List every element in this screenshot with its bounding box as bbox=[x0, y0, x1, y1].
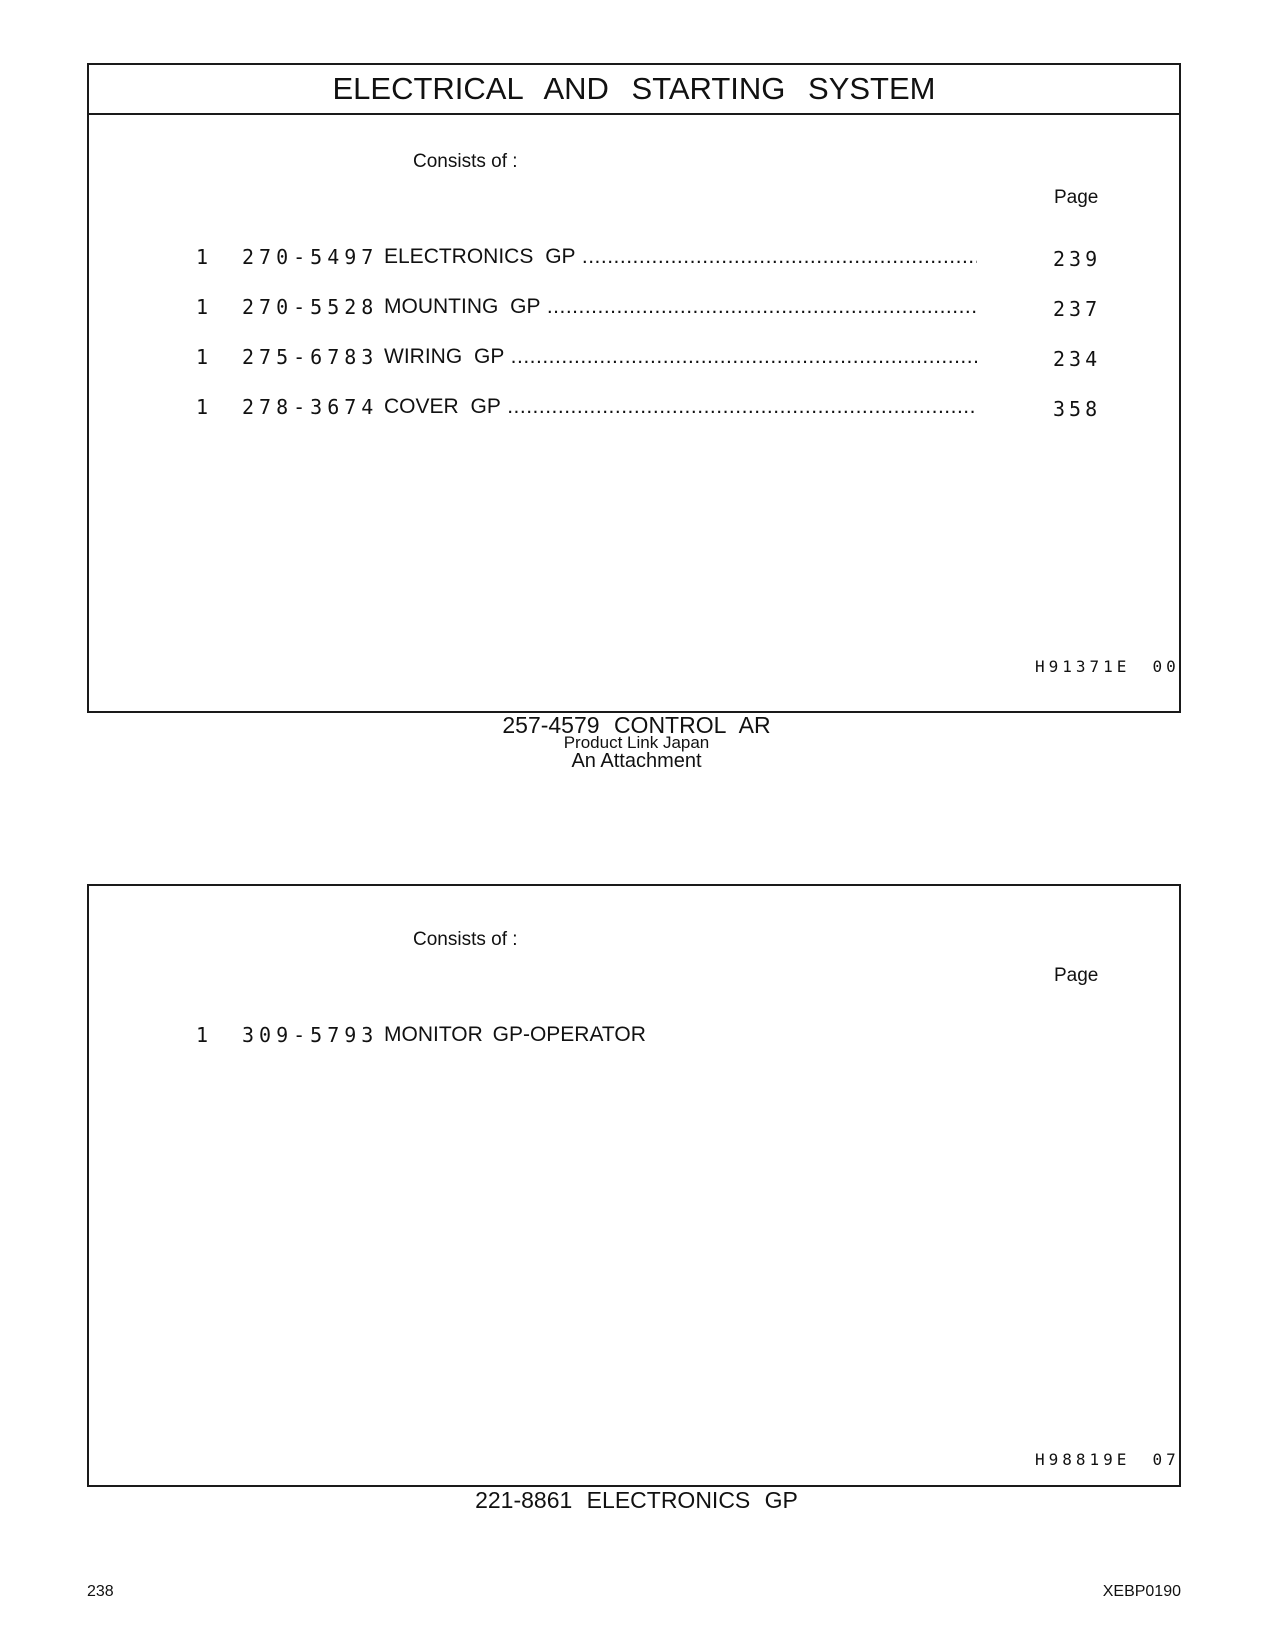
illustration-number: H91371E bbox=[1035, 657, 1131, 676]
parts-row bbox=[89, 245, 1179, 275]
group-caption: 221-8861 ELECTRONICS GP bbox=[475, 1487, 798, 1513]
parts-row bbox=[89, 1023, 1179, 1053]
revision-number: 00 bbox=[1152, 657, 1180, 676]
part-description: MOUNTING GP ..... bbox=[384, 295, 977, 319]
part-number: 275-6783 bbox=[242, 345, 379, 369]
consists-of-label: Consists of : bbox=[413, 929, 518, 950]
part-number: 278-3674 bbox=[242, 395, 379, 419]
page-reference: 234 bbox=[1053, 347, 1102, 371]
part-number: 270-5497 bbox=[242, 245, 379, 269]
part-description: COVER GP ..... bbox=[384, 395, 977, 419]
page-reference: 358 bbox=[1053, 397, 1102, 421]
page-column-header: Page bbox=[1054, 187, 1099, 208]
page-column-header: Page bbox=[1054, 965, 1099, 986]
part-number: 309-5793 bbox=[242, 1023, 379, 1047]
document-id: XEBP0190 bbox=[1102, 1583, 1181, 1600]
consists-of-label: Consists of : bbox=[413, 151, 518, 172]
parts-row bbox=[89, 395, 1179, 425]
group-caption-note: An Attachment bbox=[571, 750, 702, 772]
illustration-code bbox=[1035, 1450, 1180, 1469]
parts-row bbox=[89, 345, 1179, 375]
part-description: WIRING GP ..... bbox=[384, 345, 977, 369]
revision-number: 07 bbox=[1152, 1450, 1180, 1469]
page-reference: 239 bbox=[1053, 247, 1102, 271]
group-caption-subtitle: Product Link Japan bbox=[563, 733, 710, 752]
part-description: MONITOR GP-OPERATOR bbox=[384, 1023, 646, 1046]
parts-row bbox=[89, 295, 1179, 325]
part-description: ELECTRONICS GP ..... bbox=[384, 245, 977, 269]
group-caption: 257-4579 CONTROL AR bbox=[502, 712, 771, 738]
parts-group-box-2 bbox=[87, 884, 1181, 1487]
item-quantity: 1 bbox=[196, 245, 209, 269]
page-reference: 237 bbox=[1053, 297, 1102, 321]
item-quantity: 1 bbox=[196, 395, 209, 419]
item-quantity: 1 bbox=[196, 295, 209, 319]
parts-group-box-1 bbox=[87, 63, 1181, 713]
illustration-code bbox=[1035, 657, 1180, 676]
illustration-number: H98819E bbox=[1035, 1450, 1131, 1469]
section-title: ELECTRICAL AND STARTING SYSTEM bbox=[89, 65, 1179, 115]
item-quantity: 1 bbox=[196, 345, 209, 369]
page-number: 238 bbox=[87, 1583, 114, 1600]
part-number: 270-5528 bbox=[242, 295, 379, 319]
item-quantity: 1 bbox=[196, 1023, 209, 1047]
